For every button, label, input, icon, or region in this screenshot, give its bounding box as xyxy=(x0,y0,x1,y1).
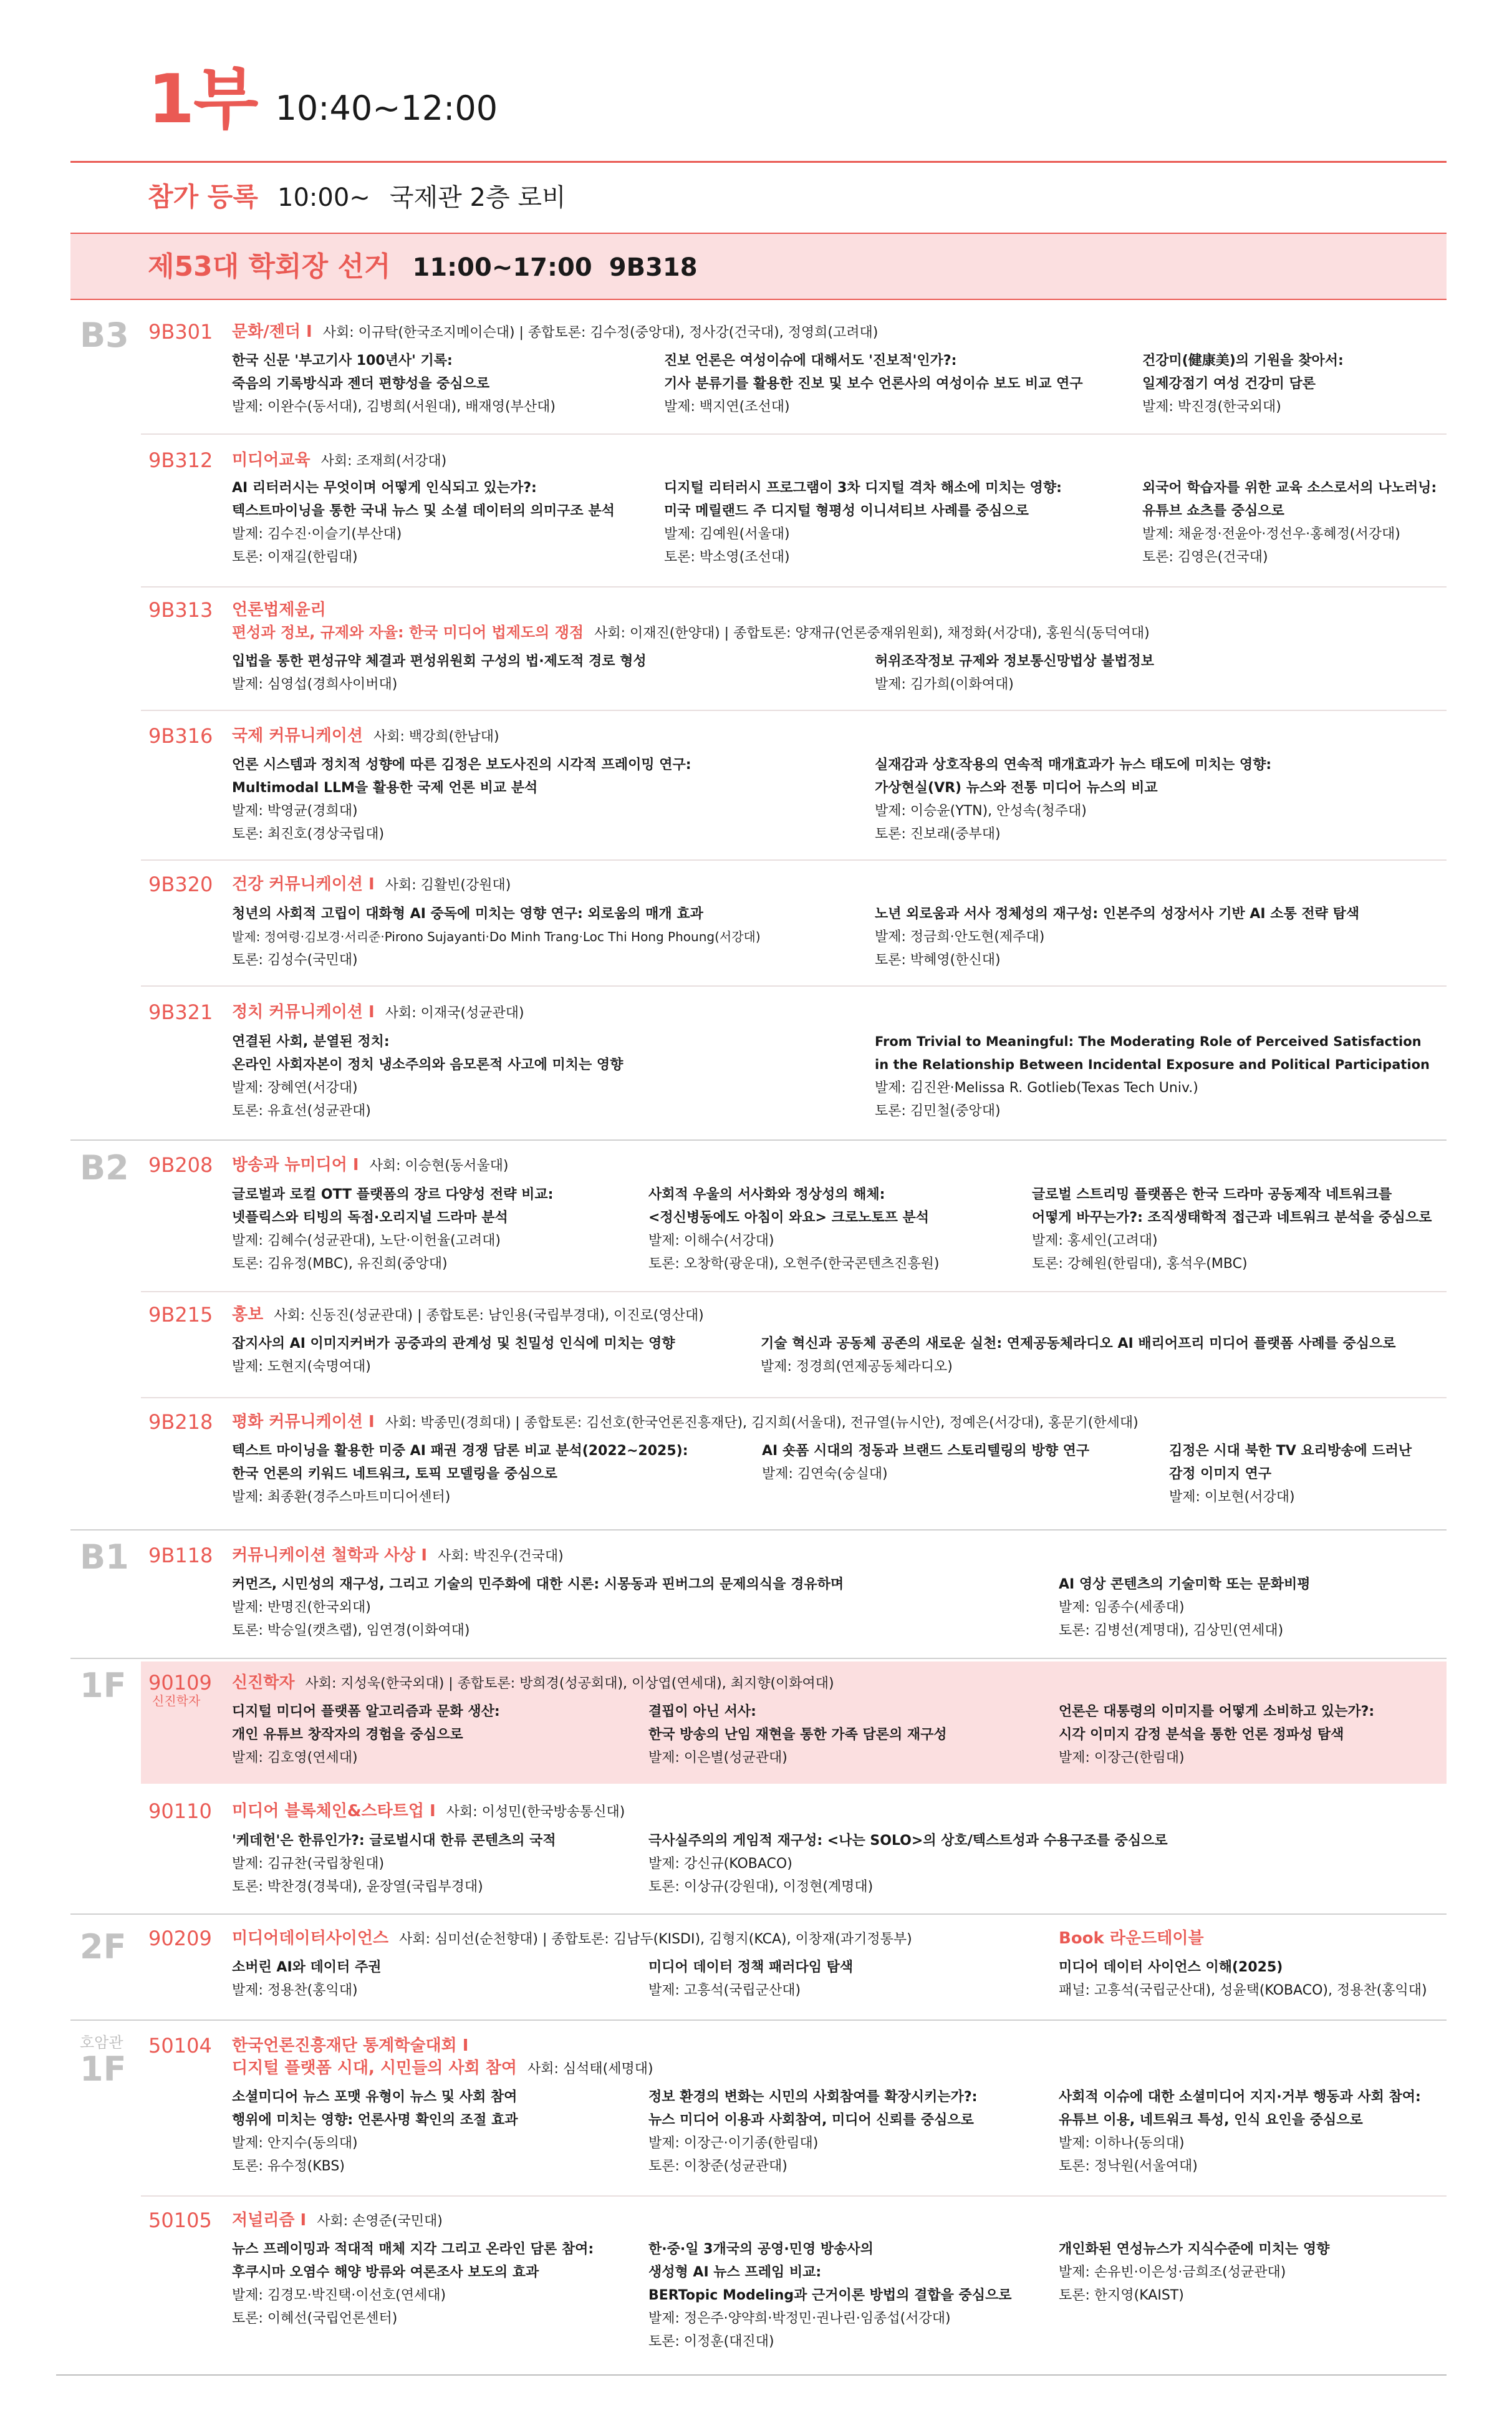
presenter: 발제: 이승윤(YTN), 안성속(청주대) xyxy=(875,803,1087,819)
part-time: 10:40~12:00 xyxy=(275,89,498,128)
presenter: 발제: 김연숙(숭실대) xyxy=(762,1466,888,1482)
presenter: 발제: 백지연(조선대) xyxy=(664,399,790,415)
paper-title: 미디어 데이터 사이언스 이해(2025) xyxy=(1059,1960,1283,1975)
session-meta: 사회: 신동진(성균관대) | 종합토론: 남인용(국립부경대), 이진로(영산대) xyxy=(274,1308,704,1323)
session-title: 신진학자 xyxy=(232,1673,295,1692)
paper xyxy=(664,476,1062,569)
session-header xyxy=(232,1926,912,1952)
session-header xyxy=(232,319,878,346)
divider xyxy=(141,859,1447,861)
session-title: 미디어 블록체인&스타트업 I xyxy=(232,1802,436,1821)
session-meta: 사회: 박진우(건국대) xyxy=(438,1549,564,1564)
floor-divider xyxy=(70,1658,1447,1659)
paper-title: AI 리터러시는 무엇이며 어떻게 인식되고 있는가?: xyxy=(232,480,537,496)
paper xyxy=(232,1829,556,1898)
paper xyxy=(1059,2238,1329,2307)
election-time: 11:00~17:00 xyxy=(412,253,592,282)
session-meta: 사회: 이성민(한국방송통신대) xyxy=(446,1804,625,1820)
paper xyxy=(232,2086,518,2178)
paper-title: 잡지사의 AI 이미지커버가 공중과의 관계성 및 친밀성 인식에 미치는 영향 xyxy=(232,1336,675,1352)
paper-title: 한국 신문 '부고기사 100년사' 기록: xyxy=(232,353,453,369)
discussant: 토론: 이상규(강원대), 이정현(계명대) xyxy=(648,1879,874,1895)
part-title: 1부 xyxy=(148,60,258,138)
paper xyxy=(648,2086,977,2178)
presenter: 발제: 장혜연(서강대) xyxy=(232,1080,358,1096)
discussant: 토론: 유효선(성균관대) xyxy=(232,1103,371,1119)
session-title: 건강 커뮤니케이션 I xyxy=(232,875,375,894)
presenter: 발제: 도현지(숙명여대) xyxy=(232,1359,371,1375)
floor-label-b3: B3 xyxy=(80,316,129,355)
floor-label-2f: 2F xyxy=(80,1927,127,1966)
floor-label-b1: B1 xyxy=(80,1537,129,1577)
presenter: 발제: 정경희(연제공동체라디오) xyxy=(761,1359,953,1375)
paper xyxy=(1059,2086,1421,2178)
divider xyxy=(141,586,1447,588)
paper-title: 사회적 이슈에 대한 소셜미디어 지지·거부 행동과 사회 참여: xyxy=(1059,2089,1421,2105)
registration-label: 참가 등록 xyxy=(148,181,258,212)
discussant: 토론: 박찬경(경북대), 윤장열(국립부경대) xyxy=(232,1879,483,1895)
paper-title: 정보 환경의 변화는 시민의 사회참여를 확장시키는가?: xyxy=(648,2089,978,2105)
paper-title: 김정은 시대 북한 TV 요리방송에 드러난 xyxy=(1169,1443,1412,1459)
session-title: 저널리즘 I xyxy=(232,2211,307,2230)
paper-title: 기사 분류기를 활용한 진보 및 보수 언론사의 여성이슈 보도 비교 연구 xyxy=(664,376,1083,392)
registration-place: 국제관 2층 로비 xyxy=(389,183,566,212)
paper-title: 뉴스 프레이밍과 적대적 매체 지각 그리고 온라인 담론 참여: xyxy=(232,2242,594,2257)
book-roundtable-title: Book 라운드테이블 xyxy=(1059,1929,1204,1948)
session-header xyxy=(232,872,511,898)
paper xyxy=(1169,1439,1412,1509)
session-header xyxy=(232,1799,625,1825)
paper xyxy=(1059,1956,1427,2002)
paper xyxy=(232,1332,675,1378)
paper-title: 후쿠시마 오염수 해양 방류와 여론조사 보도의 효과 xyxy=(232,2265,539,2280)
paper-title: 입법을 통한 편성규약 체결과 편성위원회 구성의 법·제도적 경로 형성 xyxy=(232,654,647,669)
election-room: 9B318 xyxy=(609,253,698,282)
discussant: 토론: 오창학(광운대), 오현주(한국콘텐츠진흥원) xyxy=(648,1256,940,1272)
session-header xyxy=(232,1000,524,1026)
registration-time: 10:00~ xyxy=(277,183,370,212)
session-header xyxy=(232,1410,1139,1436)
session-title: 미디어데이터사이언스 xyxy=(232,1929,389,1948)
paper-title: 연결된 사회, 분열된 정치: xyxy=(232,1034,390,1050)
room-number: 90209 xyxy=(148,1927,212,1950)
presenter: 발제: 손유빈·이은성·금희조(성균관대) xyxy=(1059,2265,1286,2280)
presenter: 발제: 강신규(KOBACO) xyxy=(648,1856,792,1872)
paper-title: 죽음의 기록방식과 젠더 편향성을 중심으로 xyxy=(232,376,490,392)
presenter: 발제: 임종수(세종대) xyxy=(1059,1600,1185,1615)
presenter: 발제: 김혜수(성균관대), 노단·이헌율(고려대) xyxy=(232,1233,501,1249)
paper-title: 유튜브 쇼츠를 중심으로 xyxy=(1142,503,1284,519)
presenter: 발제: 정여령·김보경·서리준·Pirono Sujayanti·Do Minh Trang·Loc Thi Hong Phoung(서강대) xyxy=(232,929,761,944)
paper xyxy=(648,1183,940,1275)
floor-label-b2: B2 xyxy=(80,1148,129,1187)
room-number: 9B301 xyxy=(148,320,213,344)
room-badge: 신진학자 xyxy=(152,1693,201,1708)
paper-title: 소버린 AI와 데이터 주권 xyxy=(232,1960,382,1975)
presenter: 발제: 김경모·박진택·이선호(연세대) xyxy=(232,2288,446,2303)
paper-title: 미국 메릴랜드 주 디지털 형평성 이니셔티브 사례를 중심으로 xyxy=(664,503,1029,519)
discussant: 토론: 진보래(중부대) xyxy=(875,826,1001,842)
session-header xyxy=(232,2056,653,2082)
paper xyxy=(232,349,556,418)
paper xyxy=(664,349,1083,418)
session-meta: 사회: 박종민(경희대) | 종합토론: 김선호(한국언론진흥재단), 김지희(서울대), 전규열(뉴시안), 정예은(서강대), 홍문기(한세대) xyxy=(385,1415,1139,1431)
paper xyxy=(762,1439,1089,1486)
paper-title: Multimodal LLM을 활용한 국제 언론 비교 분석 xyxy=(232,780,538,796)
paper-title: 한국 언론의 키워드 네트워크, 토픽 모델링을 중심으로 xyxy=(232,1466,557,1482)
session-meta: 사회: 이재국(성균관대) xyxy=(385,1005,524,1021)
divider xyxy=(141,710,1447,711)
session-subtitle: 편성과 정보, 규제와 자율: 한국 미디어 법제도의 쟁점 xyxy=(232,624,584,641)
session-meta: 사회: 이승현(동서울대) xyxy=(369,1158,509,1174)
paper-title: 실재감과 상호작용의 연속적 매개효과가 뉴스 태도에 미치는 영향: xyxy=(875,757,1272,773)
presenter: 발제: 고흥석(국립군산대) xyxy=(648,1983,801,1998)
paper xyxy=(875,902,1359,972)
paper-title: AI 영상 콘텐츠의 기술미학 또는 문화비평 xyxy=(1059,1577,1311,1592)
session-title: 커뮤니케이션 철학과 사상 I xyxy=(232,1546,428,1565)
discussant: 토론: 유수정(KBS) xyxy=(232,2159,345,2174)
paper-title: 개인화된 연성뉴스가 지식수준에 미치는 영향 xyxy=(1059,2242,1330,2257)
discussant: 토론: 박혜영(한신대) xyxy=(875,952,1001,968)
session-meta: 사회: 손영준(국민대) xyxy=(317,2213,443,2229)
paper xyxy=(1142,476,1437,569)
paper-title: 미디어 데이터 정책 패러다임 탐색 xyxy=(648,1960,854,1975)
paper xyxy=(232,650,647,696)
floor-label-hoam-1f: 1F xyxy=(80,2049,127,2089)
paper-title: 유튜브 이용, 네트워크 특성, 인식 요인을 중심으로 xyxy=(1059,2112,1363,2128)
paper-title: 진보 언론은 여성이슈에 대해서도 '진보적'인가?: xyxy=(664,353,957,369)
divider xyxy=(141,433,1447,435)
paper xyxy=(1142,349,1344,418)
paper-title: 외국어 학습자를 위한 교육 소스로서의 나노러닝: xyxy=(1142,480,1437,496)
floor-divider xyxy=(70,1139,1447,1141)
paper-title: 행위에 미치는 영향: 언론사명 확인의 조절 효과 xyxy=(232,2112,518,2128)
paper-title: From Trivial to Meaningful: The Moderating Role of Perceived Satisfaction xyxy=(875,1034,1422,1049)
paper-title: 넷플릭스와 티빙의 독점·오리지널 드라마 분석 xyxy=(232,1210,508,1226)
presenter: 발제: 박영균(경희대) xyxy=(232,803,358,819)
paper xyxy=(232,1700,500,1769)
discussant: 토론: 한지영(KAIST) xyxy=(1059,2288,1184,2303)
session-meta: 사회: 지성욱(한국외대) | 종합토론: 방희경(성공회대), 이상엽(연세대), 최지향(이화여대) xyxy=(305,1676,834,1691)
presenter: 발제: 이은별(성균관대) xyxy=(648,1750,787,1766)
paper-title: 개인 유튜브 창작자의 경험을 중심으로 xyxy=(232,1727,463,1743)
discussant: 토론: 이창준(성균관대) xyxy=(648,2159,787,2174)
room-number: 9B118 xyxy=(148,1544,213,1567)
paper-title: 언론 시스템과 정치적 성향에 따른 김정은 보도사진의 시각적 프레이밍 연구: xyxy=(232,757,691,773)
paper-title: 기술 혁신과 공동체 공존의 새로운 실천: 연제공동체라디오 AI 배리어프리 미디어 플랫폼 사례를 중심으로 xyxy=(761,1336,1396,1352)
session-header xyxy=(232,1543,564,1569)
session-title: 미디어교육 xyxy=(232,451,311,470)
paper-title: 텍스트 마이닝을 활용한 미중 AI 패권 경쟁 담론 비교 분석(2022~2025): xyxy=(232,1443,688,1459)
presenter: 발제: 이장근(한림대) xyxy=(1059,1750,1185,1766)
paper-title: 소셜미디어 뉴스 포맷 유형이 뉴스 및 사회 참여 xyxy=(232,2089,518,2105)
discussant: 토론: 김영은(건국대) xyxy=(1142,549,1268,565)
paper-title: 한국 방송의 난임 재현을 통한 가족 담론의 재구성 xyxy=(648,1727,947,1743)
discussant: 토론: 이정훈(대진대) xyxy=(648,2334,774,2349)
session-header xyxy=(232,1153,508,1179)
paper-title: 시각 이미지 감정 분석을 통한 언론 정파성 탐색 xyxy=(1059,1727,1344,1743)
header-rule xyxy=(70,161,1447,163)
paper-title: BERTopic Modeling과 근거이론 방법의 결합을 중심으로 xyxy=(648,2288,1012,2303)
paper-title: 사회적 우울의 서사화와 정상성의 해체: xyxy=(648,1187,885,1202)
session-title: 방송과 뉴미디어 I xyxy=(232,1156,359,1174)
paper xyxy=(875,753,1271,846)
session-header xyxy=(232,620,1150,646)
presenter: 발제: 이보현(서강대) xyxy=(1169,1489,1295,1505)
divider xyxy=(141,1397,1447,1398)
paper xyxy=(232,1030,623,1123)
discussant: 토론: 김유정(MBC), 유진희(중앙대) xyxy=(232,1256,448,1272)
presenter: 발제: 홍세인(고려대) xyxy=(1032,1233,1158,1249)
paper-title: 디지털 미디어 플랫폼 알고리즘과 문화 생산: xyxy=(232,1704,500,1719)
paper xyxy=(1032,1183,1432,1275)
session-title: 평화 커뮤니케이션 I xyxy=(232,1413,375,1431)
session-header xyxy=(232,723,499,750)
presenter: 발제: 이하나(동의대) xyxy=(1059,2135,1185,2151)
session-meta: 사회: 백강희(한남대) xyxy=(373,729,499,745)
paper xyxy=(1059,1700,1374,1769)
session-subtitle: 디지털 플랫폼 시대, 시민들의 사회 참여 xyxy=(232,2059,517,2077)
room-number: 9B320 xyxy=(148,873,213,896)
session-title: 한국언론진흥재단 통계학술대회 I xyxy=(232,2036,469,2055)
part-header xyxy=(148,62,771,137)
room-number: 50104 xyxy=(148,2034,212,2058)
paper xyxy=(232,1956,381,2002)
paper xyxy=(232,476,615,569)
presenter: 발제: 정금희·안도현(제주대) xyxy=(875,929,1045,945)
discussant: 토론: 김성수(국민대) xyxy=(232,952,358,968)
session-meta: 사회: 이재진(한양대) | 종합토론: 양재규(언론중재위원회), 채정화(서강대), 홍원식(동덕여대) xyxy=(594,626,1150,641)
paper xyxy=(648,1700,947,1769)
paper-title: 디지털 리터러시 프로그램이 3차 디지털 격차 해소에 미치는 영향: xyxy=(664,480,1062,496)
presenter: 발제: 반명진(한국외대) xyxy=(232,1600,371,1615)
session-meta: 사회: 심석태(세명대) xyxy=(527,2061,653,2077)
session-title: 문화/젠더 I xyxy=(232,322,312,341)
discussant: 토론: 강혜원(한림대), 홍석우(MBC) xyxy=(1032,1256,1248,1272)
divider xyxy=(141,1291,1447,1292)
discussant: 토론: 박승일(캣츠랩), 임연경(이화여대) xyxy=(232,1623,470,1638)
election-label: 제53대 학회장 선거 xyxy=(148,251,391,283)
presenter: 발제: 이해수(서강대) xyxy=(648,1233,774,1249)
paper xyxy=(648,1956,853,2002)
paper-title: 글로벌과 로컬 OTT 플랫폼의 장르 다양성 전략 비교: xyxy=(232,1187,554,1202)
room-number: 9B215 xyxy=(148,1303,213,1327)
paper xyxy=(232,2238,594,2330)
session-title: 홍보 xyxy=(232,1305,264,1324)
paper-title: 글로벌 스트리밍 플랫폼은 한국 드라마 공동제작 네트워크를 xyxy=(1032,1187,1392,1202)
floor-divider xyxy=(70,1529,1447,1531)
presenter: 발제: 박진경(한국외대) xyxy=(1142,399,1281,415)
registration-row xyxy=(148,177,566,218)
paper-title: 어떻게 바꾸는가?: 조직생태학적 접근과 네트워크 분석을 중심으로 xyxy=(1032,1210,1432,1226)
paper-title: 온라인 사회자본이 정치 냉소주의와 음모론적 사고에 미치는 영향 xyxy=(232,1057,624,1073)
presenter: 발제: 이장근·이기종(한림대) xyxy=(648,2135,819,2151)
divider xyxy=(141,2195,1447,2197)
paper xyxy=(1059,1573,1311,1642)
presenter: 발제: 최종환(경주스마트미디어센터) xyxy=(232,1489,451,1505)
session-header xyxy=(232,1302,704,1328)
election-band xyxy=(70,233,1447,300)
presenter: 발제: 심영섭(경희사이버대) xyxy=(232,677,398,692)
presenter: 발제: 채윤정·전윤아·정선우·홍혜정(서강대) xyxy=(1142,526,1400,542)
discussant: 토론: 김병선(계명대), 김상민(연세대) xyxy=(1059,1623,1284,1638)
room-number: 9B313 xyxy=(148,598,213,622)
session-header xyxy=(232,448,446,474)
paper-title: 건강미(健康美)의 기원을 찾아서: xyxy=(1142,353,1344,369)
paper xyxy=(761,1332,1396,1378)
room-number: 50105 xyxy=(148,2208,212,2232)
session-header xyxy=(232,1670,834,1696)
discussant: 토론: 최진호(경상국립대) xyxy=(232,826,385,842)
session-meta: 사회: 김활빈(강원대) xyxy=(385,878,511,893)
paper-title: 결핍이 아닌 서사: xyxy=(648,1704,756,1719)
paper-title: 허위조작정보 규제와 정보통신망법상 불법정보 xyxy=(875,654,1155,669)
paper xyxy=(232,1439,688,1509)
paper xyxy=(875,1030,1430,1123)
paper-title: '케데헌'은 한류인가?: 글로벌시대 한류 콘텐츠의 국적 xyxy=(232,1833,556,1849)
paper xyxy=(232,902,761,972)
room-number: 9B316 xyxy=(148,724,213,748)
discussant: 토론: 이재길(한림대) xyxy=(232,549,358,565)
paper-title: 청년의 사회적 고립이 대화형 AI 중독에 미치는 영향 연구: 외로움의 매개 효과 xyxy=(232,906,703,922)
room-number: 90110 xyxy=(148,1799,212,1823)
bottom-rule xyxy=(56,2374,1447,2376)
room-number: 9B208 xyxy=(148,1153,213,1177)
panel: 패널: 고흥석(국립군산대), 성윤택(KOBACO), 정용찬(홍익대) xyxy=(1059,1983,1427,1998)
paper-title: 생성형 AI 뉴스 프레임 비교: xyxy=(648,2265,822,2280)
presenter: 발제: 김규찬(국립창원대) xyxy=(232,1856,385,1872)
session-meta: 사회: 심미선(순천향대) | 종합토론: 김남두(KISDI), 김형지(KCA), 이창재(과기정통부) xyxy=(399,1932,912,1947)
presenter: 발제: 안지수(동의대) xyxy=(232,2135,358,2151)
presenter: 발제: 정용찬(홍익대) xyxy=(232,1983,358,1998)
room-number: 9B321 xyxy=(148,1000,213,1024)
session-title: 언론법제윤리 xyxy=(232,601,326,619)
floor-divider xyxy=(70,1913,1447,1915)
presenter: 발제: 김진완·Melissa R. Gotlieb(Texas Tech Univ.) xyxy=(875,1080,1198,1096)
divider xyxy=(141,985,1447,987)
paper-title: 극사실주의의 게임적 재구성: <나는 SOLO>의 상호/텍스트성과 수용구조를 중심으로 xyxy=(648,1833,1168,1849)
paper-title: 감정 이미지 연구 xyxy=(1169,1466,1272,1482)
paper-title: 뉴스 미디어 이용과 사회참여, 미디어 신뢰를 중심으로 xyxy=(648,2112,974,2128)
session-title: 국제 커뮤니케이션 xyxy=(232,727,363,745)
paper-title: AI 숏폼 시대의 정동과 브랜드 스토리텔링의 방향 연구 xyxy=(762,1443,1090,1459)
presenter: 발제: 김호영(연세대) xyxy=(232,1750,358,1766)
floor-label-1f: 1F xyxy=(80,1666,127,1705)
presenter: 발제: 김가희(이화여대) xyxy=(875,677,1014,692)
paper xyxy=(648,1829,1168,1898)
paper-title: 일제강점기 여성 건강미 담론 xyxy=(1142,376,1316,392)
session-title: 정치 커뮤니케이션 I xyxy=(232,1003,375,1022)
presenter: 발제: 정은주·양약희·박정민·권나린·임종섭(서강대) xyxy=(648,2311,951,2326)
paper xyxy=(875,650,1154,696)
presenter: 발제: 김예원(서울대) xyxy=(664,526,790,542)
discussant: 토론: 정낙원(서울여대) xyxy=(1059,2159,1198,2174)
presenter: 발제: 김수진·이슬기(부산대) xyxy=(232,526,402,542)
floor-label-hoam: 호암관 xyxy=(80,2034,123,2051)
room-number: 9B218 xyxy=(148,1410,213,1434)
paper-title: 텍스트마이닝을 통한 국내 뉴스 및 소셜 데이터의 의미구조 분석 xyxy=(232,503,615,519)
session-header xyxy=(232,2208,443,2234)
discussant: 토론: 이혜선(국립언론센터) xyxy=(232,2311,398,2326)
floor-divider xyxy=(70,2019,1447,2021)
room-number: 90109 xyxy=(148,1671,212,1695)
session-meta: 사회: 이규탁(한국조지메이슨대) | 종합토론: 김수정(중앙대), 정사강(건국대), 정영희(고려대) xyxy=(322,325,879,341)
paper-title: 가상현실(VR) 뉴스와 전통 미디어 뉴스의 비교 xyxy=(875,780,1158,796)
room-number: 9B312 xyxy=(148,448,213,472)
paper-title: 커먼즈, 시민성의 재구성, 그리고 기술의 민주화에 대한 시론: 시몽동과 핀버그의 문제의식을 경유하며 xyxy=(232,1577,844,1592)
paper-title: 언론은 대통령의 이미지를 어떻게 소비하고 있는가?: xyxy=(1059,1704,1375,1719)
session-meta: 사회: 조재희(서강대) xyxy=(320,453,447,469)
paper xyxy=(232,1183,553,1275)
paper-title: 노년 외로움과 서사 정체성의 재구성: 인본주의 성장서사 기반 AI 소통 전략 탐색 xyxy=(875,906,1360,922)
paper xyxy=(232,1573,844,1642)
paper-title: <정신병동에도 아침이 와요> 크로노토프 분석 xyxy=(648,1210,930,1226)
discussant: 토론: 박소영(조선대) xyxy=(664,549,790,565)
paper xyxy=(648,2238,1012,2353)
presenter: 발제: 이완수(동서대), 김병희(서원대), 배재영(부산대) xyxy=(232,399,556,415)
discussant: 토론: 김민철(중앙대) xyxy=(875,1103,1001,1119)
paper-title: 한·중·일 3개국의 공영·민영 방송사의 xyxy=(648,2242,874,2257)
paper xyxy=(232,753,691,846)
paper-title: in the Relationship Between Incidental Exposure and Political Participation xyxy=(875,1057,1430,1072)
